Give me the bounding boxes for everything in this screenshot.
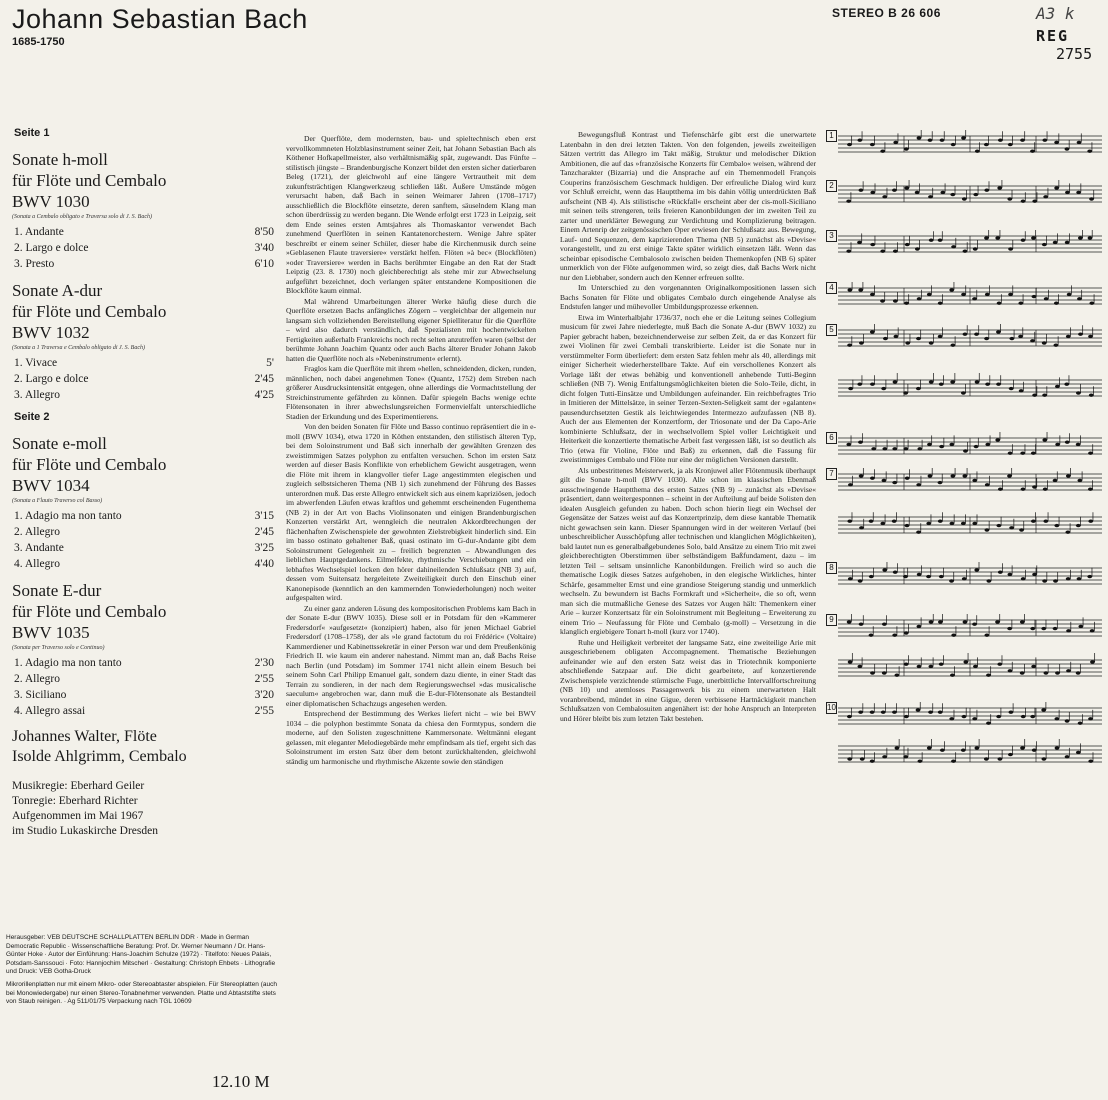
work-bwv: BWV 1034 [12,476,90,495]
work-title: Sonate E-dur [12,581,102,600]
example-number: 10 [827,703,836,712]
movement-row [12,540,274,556]
staff-notation [826,702,1102,778]
paragraph: Von den beiden Sonaten für Flöte und Basso continuo repräsentiert die in e-moll (BWV 1034), etwa 1720 in Köthen entstanden, den stilistisch älteren Typ, bei dem Soloinstrument und Baß sich innerhalb der gewählten Grenzen des zweistimmigen Satzes polyphon zu entfalten versuchen. Schon im ersten Satz werden auf dieser Basis Konflikte von erheblichem Gewicht ausgetragen, wenn die Flöte mit ihrem in klangvoller tiefer Lage angestimmten elegischen und zugleich selbstsicheren Thema (NB 1) sich zunehmend der Führung des Basses unterordnen muß. Das erste Allegro entwickelt sich aus einem kapriziösen, jedoch im abwerfenden Läufen etwas kraftlos und gehemmt erscheinenden Fugenthema (NB 2) in der Art von Bachs Violinsonaten und einigen Brandenburgischen Konzerten verstärkt Art, wenngleich die neutralen Akkordbrechungen der flächenhaften Zwischenspiele der gewohnten Zielstrebigkeit hinderlich sind. Ein im basso ostinato gehaltener Baß, quasi ostinato im G-dur-Andante gibt dem Soloinstrument Gelegenheit zu – freilich begrenzten – Abwandlungen des lieblichen Hauptgedankens. Eilmelfekte, rhythmische Verschiebungen und ein lebhaftes Wechselspiel locken den hörer dahineilenden Schlußsatz (NB 3) auf, dessen vom Suitensatz hergeleitete Zweiteiligkeit durch den Einschub einer Kanonepisode (kenntlich an den kammernden Tonwiederholungen) noch weiter aufgespalten wird. [286,422,536,602]
movement-name: 1. Adagio ma non tanto [14,510,122,522]
movement-row [12,508,274,524]
movement-name: 3. Allegro [14,389,60,401]
movement-duration: 2'55 [254,673,274,685]
handwritten-mark: A3 k [1036,4,1075,23]
movement-name: 1. Adagio ma non tanto [14,657,122,669]
staff-notation [826,324,1102,424]
music-example [826,180,1104,222]
work-instrumentation: für Flöte und Cembalo [12,171,167,190]
movement-row [12,524,274,540]
work-title: Sonate h-moll [12,150,108,169]
track-listing [12,124,274,839]
movement-duration: 5' [266,357,274,369]
music-example [826,324,1104,424]
movement-row [12,355,274,371]
staff-notation [826,614,1102,694]
work-instrumentation: für Flöte und Cembalo [12,455,167,474]
movement-duration: 3'20 [254,689,274,701]
liner-notes-column-2 [560,130,816,724]
staff-notation [826,130,1102,172]
movement-row [12,671,274,687]
work-block [12,433,274,572]
movement-duration: 2'30 [254,657,274,669]
stamp-reg: REG [1036,27,1070,45]
paragraph: Der Querflöte, dem modernsten, bau- und spieltechnisch eben erst vervollkommneten Holzblasinstrument seiner Zeit, hat Johann Sebastian Bach als Köthener Hofkapellmeister, also verhältnismäßig spät, zugewandt. Das Fünfte – stilistisch jüngste – Brandenburgische Konzert bildet den ersten sicher datierbaren Beleg (1721), der gleichwohl auf eine längere Vertrautheit mit dem zukunftsträchtigen Klangwerkzeug schließen läßt. Äußere Umstände mögen verursacht haben, daß Bach in seinen Weimarer Jahren (1708–1717) ausschließlich die Blockflöte einsetzte, deren sanftem, säuselndem Klang man schon überdrüssig zu werden begann. Die Wende erfolgt erst 1723 in Leipzig, seit dem Ende seines ersten Amtsjahres als Thomaskantor verwendet Bach zunehmend Querflöten in seinen Kantatenorchestern. Wenige Jahre später beschreibt er einem seiner Schüler, dieser habe die Kirchenmusik durch seine »Geblasenen Flaute traversiere« verstärkt helfen. Flöten »à bec« (Blockflöten) »oder Traversiere« werden in Bachs berühmter Eingabe an den Rat der Stadt Leipzig (23. 8. 1730) noch gleichberechtigt als stehe mir zur Abwechselung aufgeführt bezeichnet, doch verlangen später entstandene Kompositionen die Blockflöte kaum einmal. [286,134,536,295]
composer-name: Johann Sebastian Bach [12,4,308,34]
movement-name: 2. Largo e dolce [14,373,89,385]
performer: Johannes Walter, Flöte [12,728,157,745]
movement-name: 3. Presto [14,258,55,270]
work-block [12,149,274,272]
work-instrumentation: für Flöte und Cembalo [12,302,167,321]
work-original-title: (Sonata a Flauto Traverso col Basso) [12,498,103,504]
paragraph: Fraglos kam die Querflöte mit ihrem »hellen, schneidenden, dicken, runden, männlichen, noch dabei angenehmen Tone« (Quantz, 1752) dem Streben nach größerer Ausdrucksintensität entgegen, ohne allerdings die Vormachtstellung der Streichinstrumente gefährden zu können. Dafür spiegeln Bachs wenige echte Flötensonaten in ihrer abwechslungsreichen Formenvielfalt unterschiedliche Stadien der Erkundung und des Experimentierens. [286,364,536,421]
paragraph: Ruhe und Heiligkeit verbreitet der langsame Satz, eine zweiteilige Arie mit ausgeschriebenem obligaten Accompagnement. Thematische Beziehungen aufeinander wie auf den ersten Satz weist das in Triotechnik komponierte abschließende Satzpaar auf. Die dicht gearbeitete, auf konzertierende Zwischenspiele verzichtende stürmische Fuge, unerbittliche Intervallfortschreitung (NB 10) und atemloses Passagenwerk bis zu einem unerwarteten Halt voranbreibend, mündet in eine Gigue, deren verbissene Hartnäckigkeit manchen Schlußsatzen von Cembalosuiten angenähert ist: der hohe Anspruch an Interpreten und Hörer bleibt bis zum letzten Takt bestehen. [560,637,816,723]
movement-row [12,687,274,703]
movement-duration: 2'45 [254,526,274,538]
music-example [826,702,1104,778]
price: 12.10 M [212,1072,270,1091]
staff-notation [826,468,1102,554]
performer: Isolde Ahlgrimm, Cembalo [12,748,187,765]
staff-notation [826,230,1102,274]
paragraph: Entsprechend der Bestimmung des Werkes liefert nicht – wie bei BWV 1034 – die polyphon bestimmte Sonata da chiesa den Formtypus, sondern die moderne, auf den Solisten zugeschnittene Kammersonate. Weltmänni elegant gelassen, mit eleganter Melodiegebärde mehr empfindsam als tief, ergeht sich das Soloinstrument im ersten Satz über dem betont zurückhaltenden, gleichwohl ständig um harmonische und rhythmische Akzente sowie den ständigen [286,709,536,766]
movement-name: 4. Allegro [14,558,60,570]
paragraph: Als unbestrittenes Meisterwerk, ja als Kronjuwel aller Flötenmusik überhaupt gilt die Sonate h-moll (BWV 1030). Alle schon im klassischen Ebenmaß ausschwingende Hauptthema des ersten Satzes (NB 9) – zunächst als »Devise« präsentiert, dann weitergesponnen – scheint in der Aufteilung auf beide Solisten den idealen Ausgleich gefunden zu haben. Doch schon hierin liegt ein Wechsel der Gegensätze der Satzes weist auf das Konzertprinzip, dem diese kantable Thematik nicht gewachsen sein kann. Dieser Spannungen wird in der weiteren Verlauf (bei unbeschreiblicher Ausschöpfung aller technischen und klanglichen Möglichkeiten), bald lautet nun es generalbaßgebundenes Solo, bald Ansätze zu einem Trio mit zwei gleichberechtigten Oberstimmen über selbständigem Baßfundament, dazu – im letzten Teil – seltsam unsinnliche Kanonbildungen. Freilich wird so auch die thematische Logik dieses Satzes aufgehoben, in den elegische Wirkliches, hinter Schärfe, gesammelter Ernst und eine grandiose Steigerung standig und unmerklich wechseln. Zu bewundern ist Bachs Formkraft und »Sicherheit«, die so oft, wenn man sich die mutmaßliche Genese des Satzes vor Augen hält: Themenkern einer Arie – kurzer Konzertsatz für ein Soloinstrument mit Begleitung – Erweiterung zu einem Trio – Neufassung für Flöte und Cembalo (g-moll) – Versetzung in die klanglich ergiebigere Tonart h-moll (kurz vor 1740). [560,465,816,636]
movement-row [12,655,274,671]
credit-line: im Studio Lukaskirche Dresden [12,825,158,837]
music-example [826,562,1104,606]
staff-notation [826,282,1102,316]
paragraph: Bewegungsfluß Kontrast und Tiefenschärfe gibt erst die unerwartete Latenbahn in den drei letzten Takten. Von den folgenden, jeweils zweiteiligen Sätzen vertritt das Allegro im Takt mäßig, Struktur und melodischer Diktion Ambitionen, die auf das »französische Konzerts für Cembalo« weisen, während der Tanzcharakter (Bizarria) und die Ansprache auf ein Themenmodell François Couperins französischem Geschmack huldigen. Der erfreuliche Dialog wird kurz vor Schluß erreicht, wenn das Hauptthema im bis dahin völlig unterdrückten Baß aufscheint (NB 4). Als stilistische »Rückfall« erscheint aber der cis-moll-Siciliano mit seinen teils strengeren, teils freieren Kanonbildungen der im zweiten Teil zu zarter und unerklärter Bewegung zur Verdichtung und Komplizierung beitragen. Einem Artenrip der zeitgenössischen Oper erwiesen der Schlußsatz aus. Bewegung, Lauf- und Sequenzen, dem kaprizierenden Thema (NB 5) zunächst als »Devise« vorangestellt, und zu erst einige Takte später wirklich einsetzen läßt. Wenn das scheinbar episodische Cembalosolo zwischen beiden Themenkopfen (NB 6) später unmerklich von der Flöte aufgenommen wird, so zeigt dies, daß Bachs Werk nicht nur den Liebhaber, sondern auch den Kenner erfreuen sollte. [560,130,816,282]
movement-row [12,371,274,387]
movement-name: 3. Andante [14,542,64,554]
movement-duration: 2'55 [254,705,274,717]
music-example [826,432,1104,460]
work-title: Sonate A-dur [12,281,103,300]
performers [12,727,274,767]
example-number: 7 [826,468,837,480]
example-number: 3 [826,230,837,242]
movement-row [12,240,274,256]
movement-name: 3. Siciliano [14,689,67,701]
work-bwv: BWV 1030 [12,192,90,211]
credit-line: Tonregie: Eberhard Richter [12,795,138,807]
credit-line: Musikregie: Eberhard Geiler [12,780,145,792]
music-example [826,282,1104,316]
movement-duration: 3'40 [254,242,274,254]
work-original-title: (Sonata a Cembalo obligato e Traversa solo di J. S. Bach) [12,214,152,220]
example-number: 4 [826,282,837,294]
movement-row [12,224,274,240]
example-number: 6 [826,432,837,444]
staff-notation [826,562,1102,606]
movement-duration: 4'25 [254,389,274,401]
work-title: Sonate e-moll [12,434,107,453]
catalog-number: STEREO B 26 606 [832,6,941,20]
music-examples [826,130,1104,786]
composer-dates: 1685-1750 [12,36,65,48]
work-instrumentation: für Flöte und Cembalo [12,602,167,621]
movement-row [12,387,274,403]
work-original-title: (Sonata per Traverso solo e Continuo) [12,645,105,651]
work-block [12,280,274,403]
movement-duration: 2'45 [254,373,274,385]
work-block [12,580,274,719]
example-number: 9 [826,614,837,626]
movement-duration: 3'25 [254,542,274,554]
credit-line: Aufgenommen im Mai 1967 [12,810,144,822]
example-number: 2 [826,180,837,192]
paragraph: Etwa im Winterhalbjahr 1736/37, noch ehe er die Leitung seines Collegium musicum für zwei Jahre niederlegte, muß Bach die Sonate A-dur (BWV 1032) zu Papier gebracht haben, bezeichnenderweise zur selben Zeit, da er das Konzert für zwei Violinen für zwei Cembali transkribierte. Leider ist die Sonate nur in verstümmelter Form überliefert: dem ersten Satz fehlen mehr als 40, allerdings mit einiger Sicherheit wiederherstellbare Takte. Auf ein verschollenes Konzert als Vorlage läßt der etwas behäbig und konventionell anhebende Tutti-Beginn schließen (NB 7). Wenig Entfaltungsmöglichkeiten bieten die Solo-Teile, dicht, in dicht folgen Tutti-Einsätze und Umbildungen aufeinander. Ein reichbefragtes Trio in Imitieren der Mittelsätze, in seiner Terzen-Sexten-Seligkeit samt der »galanten« pausendurchsetzten Gestik als leichtwiegendes Intermezzo aufzufassen (NB 8). Auch der aus Elementen der Konzertform, der Triosonate und der Da Capo-Arie kombinierte Schlußsatz, der in wechselvollem Spiel voller Leichtigkeit und Heiterkeit die konzertierte thematische Arbeit fast vergessen läßt, ist so deutlich als Trio (etwa für Violine, Flöte und Baß) zu erkennen, daß die Fassung für zweistimmiges Cembalo und Flöte nur eine der möglichen Versionen darstellt. [560,312,816,464]
side-label: Seite 2 [14,411,50,423]
movement-name: 2. Allegro [14,673,60,685]
paragraph: Mal während Umarbeitungen älterer Werke häufig diese durch die Querflöte ersetzen Bachs anfängliches Zögern – vergleichbar der allgemein nur langsam sich vollziehenden Bereitstellung eigener Spielliteratur für die Querflöte – wird also dadurch verständlich, daß Spezialisten mit hochentwickelten Fertigkeiten außerhalb Frankreichs noch recht selten anzutreffen waren (selbst der berühmte Johann Joachim Quantz oder auch Bachs älterer Bruder Johann Jakob hatten die Querflöte noch als »Nebeninstrument« erlernt). [286,296,536,363]
side-label: Seite 1 [14,127,50,139]
movement-row [12,556,274,572]
work-bwv: BWV 1035 [12,623,90,642]
publisher-info: Herausgeber: VEB DEUTSCHE SCHALLPLATTEN BERLIN DDR · Made in German Democratic Republic · Wissenschaftliche Beratung: Prof. Dr. Werner Neumann / Dr. Hans-Günter Hoke · Autor der Einführung: Hans-Joachim Schulze (1972) · Titelfoto: Neues Palais, Potsdam-Sanssouci · Foto: Hannjochim Mitscherl · Gestaltung: Christoph Ehbets · Lithografie und Druck: VEB Gotha-Druck [6,934,276,976]
movement-row [12,256,274,272]
movement-duration: 3'15 [254,510,274,522]
music-example [826,130,1104,172]
work-original-title: (Sonata a 1 Traversa e Cembalo obligato di J. S. Bach) [12,345,145,351]
paragraph: Zu einer ganz anderen Lösung des kompositorischen Problems kam Bach in der Sonate E-dur (BWV 1035). Diese soll er in Potsdam für den »Kammerer Fredersdorf« »aufgesetzt« (konzipiert) haben, also für jenen Michael Gabriel Fredersdorf (1708–1758), der als »le grand factotum du roi Frédéric« (Voltaire) Kammerdiener und Kabinettssekretär in einer Person war und dem Preußenkönig Friedrich II. wie kaum ein anderer nahestand. Nimmt man an, daß Bachs Reise nach Berlin (und Potsdam) im Sommer 1741 nicht allein einem Besuch bei seinem Sohn Carl Philipp Emanuel galt, sondern dazu diente, in einer Stadt das Terrain zu sondieren, in der nach dem Regierungswechsel »das musicalische saeculum« angebrochen war, dann muß die E-dur-Flötensonate als Bestandteil einer diplomatischen Schachzugs angesehen werden. [286,603,536,708]
recording-credits [12,779,274,839]
example-number: 5 [826,324,837,336]
stamp-number: 2755 [1056,45,1093,63]
movement-name: 1. Andante [14,226,64,238]
movement-duration: 8'50 [254,226,274,238]
movement-name: 4. Allegro assai [14,705,86,717]
music-example [826,614,1104,694]
movement-row [12,703,274,719]
playback-note: Mikrorillenplatten nur mit einem Mikro- oder Stereoabtaster abspielen. Für Stereoplatten (auch bei Monowiedergabe) nur einen Stereo-Tonabnehmer verwenden. Platte und Abtaststifte stets von Staub reinigen. · Ag 511/01/75 Verpackung nach TGL 10609 [6,980,277,1006]
movement-name: 2. Allegro [14,526,60,538]
movement-duration: 6'10 [254,258,274,270]
liner-notes-column-1 [286,134,536,767]
movement-duration: 4'40 [254,558,274,570]
example-number: 1 [826,130,837,142]
paragraph: Im Unterschied zu den vorgenannten Originalkompositionen lassen sich Bachs Sonaten für Flöte und obligates Cembalo durch eingehende Analyse als Endstufen langer und mühevoller Umbildungsprozesse erkennen. [560,283,816,311]
staff-notation [826,432,1102,460]
archive-stamp [1036,4,1106,63]
movement-name: 2. Largo e dolce [14,242,89,254]
fine-print [6,934,278,1011]
example-number: 8 [826,562,837,574]
music-example [826,468,1104,554]
work-bwv: BWV 1032 [12,323,90,342]
movement-name: 1. Vivace [14,357,58,369]
music-example [826,230,1104,274]
staff-notation [826,180,1102,222]
